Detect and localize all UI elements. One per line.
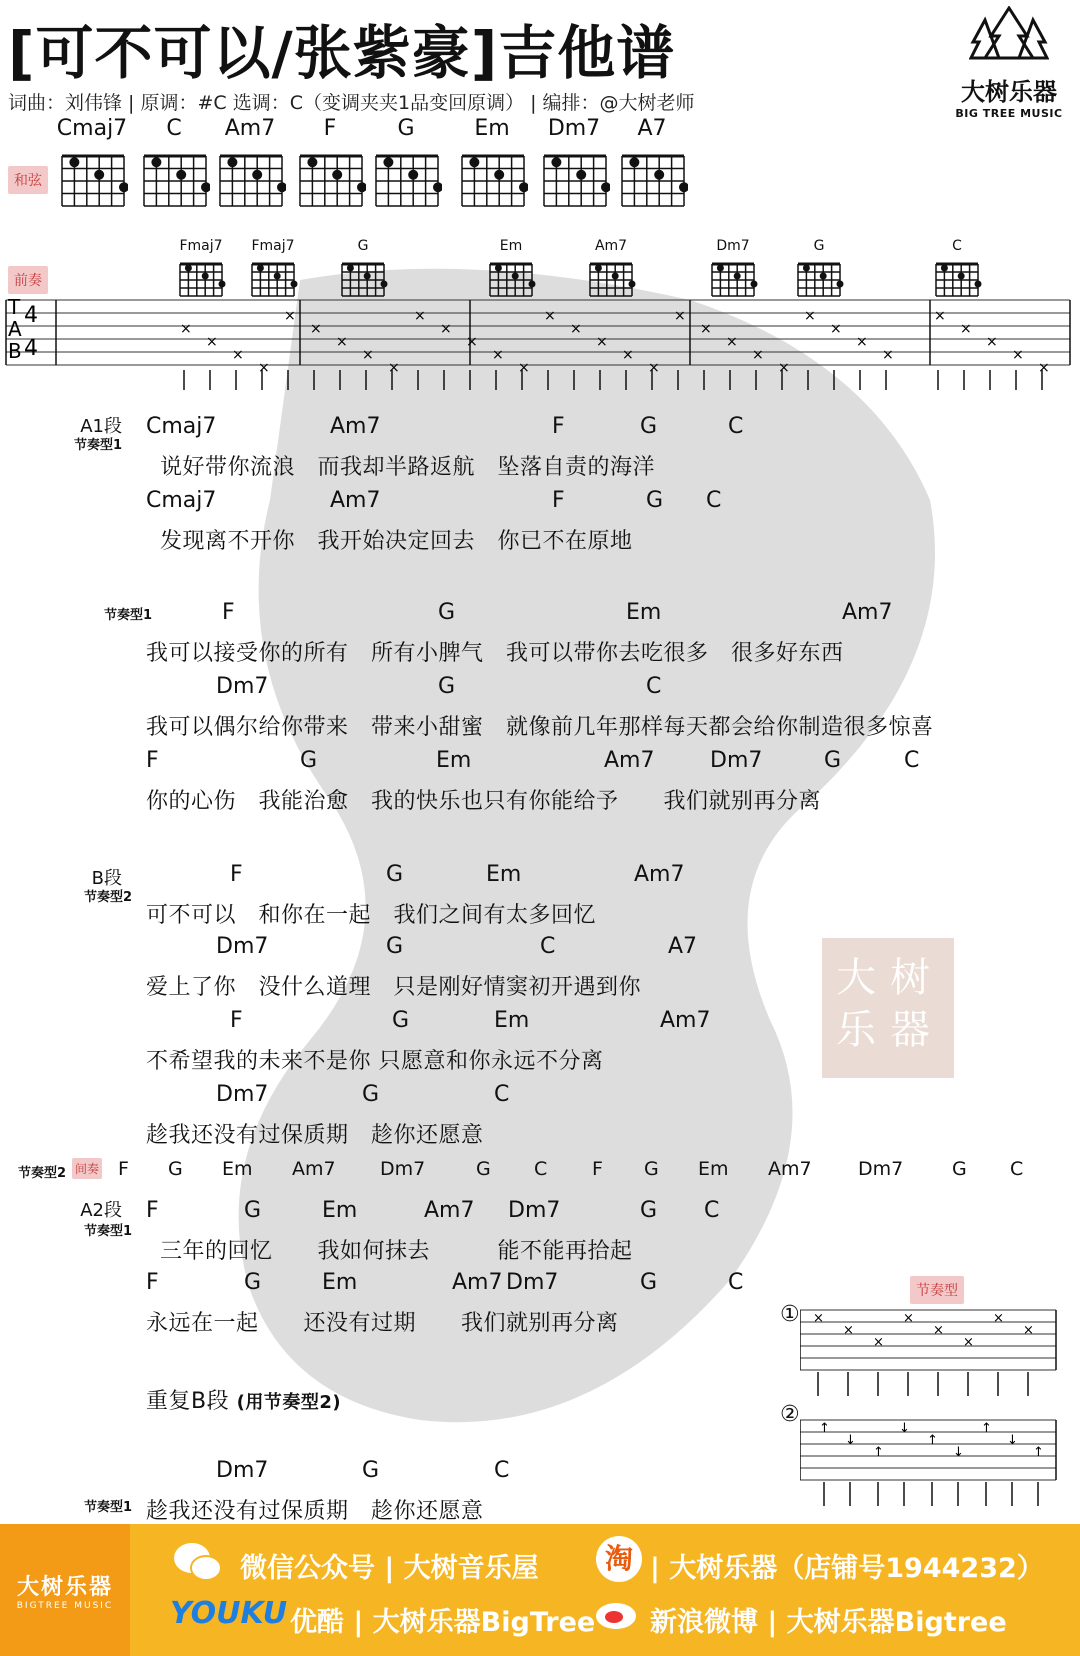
lyric-chord: G <box>244 1270 262 1295</box>
intro-chord-name: Am7 <box>594 238 628 254</box>
tab-note: × <box>986 334 998 350</box>
rhythm-label-b: 节奏型2 <box>83 890 132 905</box>
rhythm-label-a1: 节奏型1 <box>73 438 122 453</box>
lyric-chord: A7 <box>668 934 698 959</box>
rhythm-note: ↓ <box>845 1433 856 1448</box>
lyric-chord: F <box>230 862 243 887</box>
rhythm-note: × <box>843 1323 854 1338</box>
intro-tab-staff <box>0 292 1080 402</box>
chord-grid-icon <box>216 144 286 210</box>
intro-chord-name: Dm7 <box>716 238 750 254</box>
lyric-chord: G <box>244 1198 262 1223</box>
rhythm-note: ↓ <box>1007 1433 1018 1448</box>
tab-note: × <box>492 347 504 363</box>
rhythm-note: × <box>813 1311 824 1326</box>
lyric-chord: G <box>362 1082 380 1107</box>
tab-note: × <box>310 321 322 337</box>
lyric-chord: G <box>438 674 456 699</box>
rhythm-patterns-diagram <box>800 1306 1062 1516</box>
tab-note: × <box>882 347 894 363</box>
watermark-calligraphy-icon <box>170 240 990 1490</box>
tab-note: × <box>596 334 608 350</box>
chord-diagram <box>58 144 128 214</box>
lyric-chord: G <box>392 1008 410 1033</box>
rhythm-pattern-1-label: ① <box>780 1302 800 1327</box>
section-label-b: B段 <box>91 868 122 889</box>
tab-note: × <box>206 334 218 350</box>
time-sig-top: 4 <box>24 303 38 328</box>
chord-diagram <box>540 144 610 214</box>
repeat-instruction <box>146 1384 341 1415</box>
rhythm-note: ↑ <box>1033 1445 1044 1460</box>
chord-grid-icon <box>540 144 610 210</box>
lyric-chord: C <box>494 1458 510 1483</box>
lyric-chord: Dm7 <box>216 1082 269 1107</box>
tab-note: × <box>856 334 868 350</box>
lyric-chord: Em <box>322 1270 358 1295</box>
taobao-icon: 淘 <box>596 1536 642 1582</box>
seal-stamp <box>822 938 954 1078</box>
tab-note: × <box>960 321 972 337</box>
rhythm-note: ↓ <box>899 1421 910 1436</box>
intro-chord-name: G <box>813 238 825 254</box>
lyric-chord: G <box>640 414 658 439</box>
tab-note: × <box>440 321 452 337</box>
song-meta: 词曲：刘伟锋 | 原调：#C 选调：C（变调夹夹1品变回原调） | 编排：@大树老师 <box>8 92 695 114</box>
section-label-a2: A2段 <box>80 1200 122 1221</box>
tab-note: × <box>414 308 426 324</box>
rhythm-note: × <box>903 1311 914 1326</box>
lyric-line: 你的心伤 我能治愈 我的快乐也只有你能给予 我们就别再分离 <box>146 789 822 814</box>
tab-note: × <box>570 321 582 337</box>
lyric-chord: C <box>706 488 722 513</box>
rhythm-note: ↓ <box>953 1445 964 1460</box>
rhythm-note: × <box>1023 1323 1034 1338</box>
lyric-chord: Am7 <box>424 1198 475 1223</box>
tab-note: × <box>1038 360 1050 376</box>
rhythm-note: × <box>993 1311 1004 1326</box>
footer-taobao[interactable]: | 大树乐器（店铺号1944232） <box>650 1553 1044 1584</box>
rhythm-note: × <box>933 1323 944 1338</box>
chord-diagram <box>458 144 528 214</box>
section-label-a1: A1段 <box>80 416 122 437</box>
lyric-line: 三年的回忆 我如何抹去 能不能再拾起 <box>160 1239 633 1264</box>
footer-wechat[interactable]: 微信公众号 | 大树音乐屋 <box>240 1553 539 1584</box>
tab-letter: T <box>8 295 21 319</box>
interlude-tag: 间奏 <box>72 1158 102 1179</box>
lyric-chord: C <box>1010 1158 1024 1180</box>
tab-note: × <box>674 308 686 324</box>
lyric-chord: Am7 <box>452 1270 503 1295</box>
footer-brand-cn: 大树乐器 <box>16 1575 113 1600</box>
chord-name: C <box>166 116 182 141</box>
tab-note: × <box>726 334 738 350</box>
lyric-chord: C <box>728 414 744 439</box>
lyric-chord: G <box>362 1458 380 1483</box>
rhythm-label-a2: 节奏型1 <box>83 1224 132 1239</box>
tab-note: × <box>1012 347 1024 363</box>
tab-letter: B <box>8 339 22 363</box>
intro-chord-name: Fmaj7 <box>251 238 295 254</box>
tab-letter: A <box>8 317 22 341</box>
lyric-chord: G <box>640 1270 658 1295</box>
rhythm-box-tag: 节奏型 <box>910 1276 964 1304</box>
chord-grid-icon <box>618 144 688 210</box>
tab-note: × <box>284 308 296 324</box>
lyric-chord: G <box>438 600 456 625</box>
footer-weibo[interactable]: 新浪微博 | 大树乐器Bigtree <box>650 1607 1007 1638</box>
lyric-chord: F <box>146 748 159 773</box>
lyric-line: 爱上了你 没什么道理 只是刚好情窦初开遇到你 <box>146 975 642 1000</box>
lyric-chord: Am7 <box>768 1158 812 1180</box>
lyric-line: 我可以接受你的所有 所有小脾气 我可以带你去吃很多 很多好东西 <box>146 641 844 666</box>
tab-note: × <box>752 347 764 363</box>
tab-note: × <box>232 347 244 363</box>
lyric-chord: Am7 <box>330 488 381 513</box>
tab-note: × <box>388 360 400 376</box>
chord-grid-icon <box>458 144 528 210</box>
lyric-chord: G <box>300 748 318 773</box>
rhythm-pattern-2-label: ② <box>780 1402 800 1427</box>
tab-note: × <box>622 347 634 363</box>
intro-chord-name: C <box>952 238 962 254</box>
lyric-chord: Cmaj7 <box>146 488 217 513</box>
intro-chord-name: Em <box>499 238 523 254</box>
lyric-chord: Em <box>626 600 662 625</box>
lyric-chord: F <box>146 1270 159 1295</box>
tab-note: × <box>544 308 556 324</box>
chord-grid-icon <box>58 144 128 210</box>
lyric-chord: Dm7 <box>858 1158 904 1180</box>
chord-grid-icon <box>140 144 210 210</box>
lyric-line: 发现离不开你 我开始决定回去 你已不在原地 <box>160 529 633 554</box>
lyric-chord: F <box>230 1008 243 1033</box>
lyric-chord: Cmaj7 <box>146 414 217 439</box>
lyric-chord: Am7 <box>330 414 381 439</box>
lyric-chord: Dm7 <box>380 1158 426 1180</box>
lyric-chord: C <box>904 748 920 773</box>
seal-text: 大树乐器 <box>836 955 944 1053</box>
chord-name: F <box>323 116 337 141</box>
intro-tag: 前奏 <box>8 266 48 294</box>
lyric-chord: Dm7 <box>506 1270 559 1295</box>
chord-name: Am7 <box>224 116 276 141</box>
repeat-bold: (用节奏型2) <box>236 1392 342 1413</box>
lyric-chord: Dm7 <box>508 1198 561 1223</box>
lyric-chord: G <box>646 488 664 513</box>
tab-note: × <box>778 360 790 376</box>
chord-diagram <box>296 144 366 214</box>
chord-diagram <box>618 144 688 214</box>
rhythm-note: × <box>873 1335 884 1350</box>
lyric-chord: Em <box>222 1158 253 1180</box>
chord-diagram <box>372 144 442 214</box>
rhythm-note: ↑ <box>873 1445 884 1460</box>
lyric-chord: G <box>386 934 404 959</box>
intro-chord-name: G <box>357 238 369 254</box>
rhythm-label-interlude: 节奏型2 <box>17 1166 66 1181</box>
lyric-chord: C <box>534 1158 548 1180</box>
lyric-chord: Am7 <box>634 862 685 887</box>
chord-diagram <box>140 144 210 214</box>
lyric-chord: F <box>222 600 235 625</box>
lyric-chord: Dm7 <box>216 934 269 959</box>
lyric-chord: G <box>824 748 842 773</box>
chord-grid-icon <box>372 144 442 210</box>
lyric-chord: Am7 <box>604 748 655 773</box>
time-sig-bottom: 4 <box>24 336 38 361</box>
tab-note: × <box>518 360 530 376</box>
lyric-chord: Am7 <box>660 1008 711 1033</box>
tree-logo-icon <box>969 6 1049 66</box>
lyric-chord: G <box>644 1158 659 1180</box>
tab-note: × <box>362 347 374 363</box>
lyric-line: 永远在一起 还没有过期 我们就别再分离 <box>146 1311 619 1336</box>
footer-brand <box>0 1524 130 1656</box>
lyric-chord: Am7 <box>292 1158 336 1180</box>
lyric-chord: Em <box>322 1198 358 1223</box>
tab-note: × <box>336 334 348 350</box>
lyric-chord: Em <box>698 1158 729 1180</box>
lyric-chord: F <box>552 414 565 439</box>
lyric-chord: F <box>146 1198 159 1223</box>
intro-chord-name: Fmaj7 <box>179 238 223 254</box>
weibo-icon <box>594 1592 642 1632</box>
rhythm-note: ↑ <box>819 1421 830 1436</box>
chord-name: Cmaj7 <box>56 116 128 141</box>
tab-note: × <box>180 321 192 337</box>
chord-name: Dm7 <box>547 116 601 141</box>
chord-name: A7 <box>637 116 667 141</box>
rhythm-label-pre: 节奏型1 <box>103 608 152 623</box>
page-title: [可不可以/张紫豪]吉他谱 <box>8 19 676 87</box>
chord-row-tag: 和弦 <box>8 166 48 194</box>
repeat-text: 重复B段 <box>146 1389 230 1414</box>
lyric-chord: Dm7 <box>216 674 269 699</box>
lyric-line: 我可以偶尔给你带来 带来小甜蜜 就像前几年那样每天都会给你制造很多惊喜 <box>146 715 934 740</box>
youku-logo-icon: YOUKU <box>170 1596 288 1631</box>
tab-note: × <box>804 308 816 324</box>
lyric-line: 趁我还没有过保质期 趁你还愿意 <box>146 1123 484 1148</box>
lyric-line: 不希望我的未来不是你 只愿意和你永远不分离 <box>146 1049 604 1074</box>
lyric-chord: G <box>168 1158 183 1180</box>
rhythm-label-end: 节奏型1 <box>83 1500 132 1515</box>
lyric-chord: F <box>118 1158 129 1180</box>
tab-note: × <box>830 321 842 337</box>
chord-name: Em <box>474 116 510 141</box>
chord-grid-icon <box>296 144 366 210</box>
chord-name: G <box>397 116 415 141</box>
lyric-line: 可不可以 和你在一起 我们之间有太多回忆 <box>146 903 597 928</box>
logo-text-en: BIG TREE MUSIC <box>955 107 1063 120</box>
footer-brand-en: BIGTREE MUSIC <box>16 1601 114 1611</box>
lyric-chord: C <box>646 674 662 699</box>
lyric-chord: C <box>494 1082 510 1107</box>
wechat-icon <box>172 1540 224 1584</box>
rhythm-note: × <box>963 1335 974 1350</box>
lyric-chord: G <box>386 862 404 887</box>
tab-note: × <box>258 360 270 376</box>
rhythm-note: ↑ <box>927 1433 938 1448</box>
lyric-chord: G <box>476 1158 491 1180</box>
tab-note: × <box>700 321 712 337</box>
lyric-chord: Am7 <box>842 600 893 625</box>
tab-note: × <box>934 308 946 324</box>
tab-note: × <box>648 360 660 376</box>
rhythm-note: ↑ <box>981 1421 992 1436</box>
lyric-chord: Dm7 <box>710 748 763 773</box>
footer-youku[interactable]: 优酷 | 大树乐器BigTree <box>290 1607 596 1638</box>
lyric-chord: Dm7 <box>216 1458 269 1483</box>
lyric-chord: C <box>728 1270 744 1295</box>
tab-note: × <box>466 334 478 350</box>
lyric-chord: C <box>540 934 556 959</box>
logo-text-cn: 大树乐器 <box>961 78 1057 106</box>
lyric-line: 趁我还没有过保质期 趁你还愿意 <box>146 1499 484 1524</box>
lyric-chord: Em <box>494 1008 530 1033</box>
lyric-line: 说好带你流浪 而我却半路返航 坠落自责的海洋 <box>160 455 656 480</box>
lyric-chord: F <box>592 1158 603 1180</box>
lyric-chord: Em <box>486 862 522 887</box>
lyric-chord: G <box>640 1198 658 1223</box>
lyric-chord: Em <box>436 748 472 773</box>
lyric-chord: G <box>952 1158 967 1180</box>
brand-logo <box>950 6 1068 120</box>
lyric-chord: C <box>704 1198 720 1223</box>
chord-diagram <box>216 144 286 214</box>
lyric-chord: F <box>552 488 565 513</box>
